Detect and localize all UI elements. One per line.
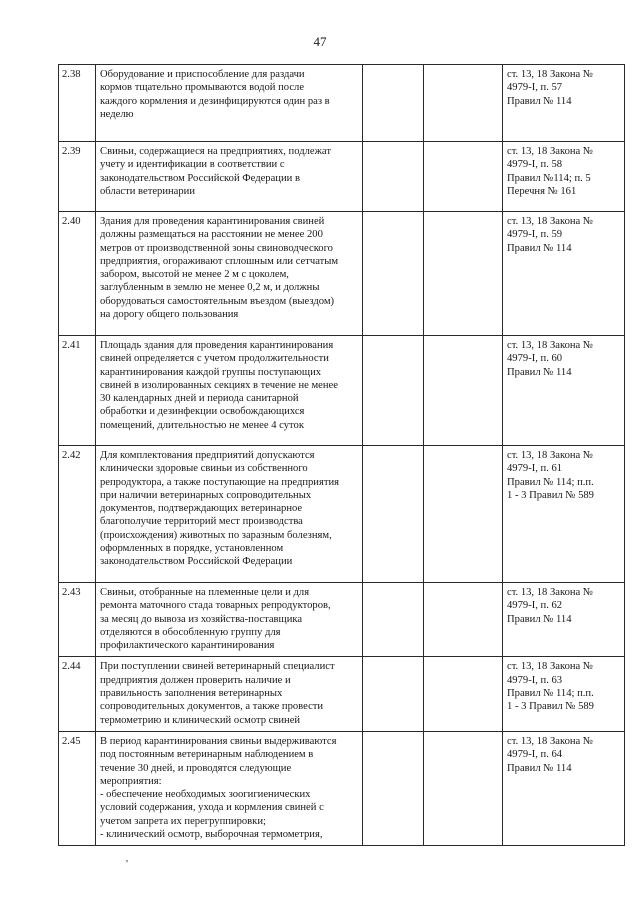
requirement-text-line: оборудоваться самостоятельным въездом (выездом)	[100, 295, 335, 307]
requirement-text-line: отделяются в обособленную группу для	[100, 626, 281, 638]
row-number: 2.41	[59, 336, 96, 446]
legal-reference-line: 1 - 3 Правил № 589	[507, 489, 594, 501]
requirement-text-line: кормов тщательно промываются водой после	[100, 82, 305, 94]
requirement-text-line: метров от производственной зоны свиноводческого	[100, 242, 333, 254]
requirement-text	[96, 657, 363, 731]
empty-cell	[424, 446, 503, 583]
requirement-text-line: профилактического карантинирования	[100, 640, 275, 652]
requirement-text-line: Свиньи, отобранные на племенные цели и для	[100, 587, 310, 598]
empty-cell	[363, 731, 424, 845]
legal-reference	[503, 583, 625, 657]
legal-reference-line: 4979-I, п. 57	[507, 82, 563, 94]
legal-reference	[503, 336, 625, 446]
requirement-text-line: обработки и дезинфекции освобождающихся	[100, 406, 305, 418]
row-number: 2.42	[59, 446, 96, 583]
empty-cell	[363, 142, 424, 212]
requirement-text-line: на дорогу общего пользования	[100, 309, 239, 321]
requirement-text-line: Площадь здания для проведения карантинирования	[100, 340, 334, 351]
requirement-text-line: Свиньи, содержащиеся на предприятиях, подлежат	[100, 146, 331, 157]
requirement-text-line: Оборудование и приспособление для раздачи	[100, 69, 305, 80]
empty-cell	[363, 336, 424, 446]
empty-cell	[424, 65, 503, 142]
requirement-text-line: документов, подтверждающих ветеринарное	[100, 503, 303, 515]
requirement-text-line: учетом запрета их перегруппировки;	[100, 815, 266, 827]
table-row	[59, 583, 625, 657]
legal-reference-line: ст. 13, 18 Закона №	[507, 340, 594, 351]
table-row	[59, 142, 625, 212]
legal-reference	[503, 731, 625, 845]
row-number: 2.39	[59, 142, 96, 212]
requirement-text-line: правильность заполнения ветеринарных	[100, 688, 283, 700]
legal-reference-line: Правил №114; п. 5	[507, 172, 591, 184]
requirement-text-line: заглубленным в землю не менее 0,2 м, и должны	[100, 282, 320, 294]
requirement-text-line: предприятия, огораживают сплошным или сетчатым	[100, 255, 339, 267]
requirements-table-body	[59, 65, 625, 846]
requirement-text-line: при наличии ветеринарных сопроводительных	[100, 489, 312, 501]
legal-reference	[503, 212, 625, 336]
table-row	[59, 336, 625, 446]
requirement-text-line: законодательством Российской Федерации	[100, 556, 293, 568]
legal-reference-line: Правил № 114	[507, 613, 572, 625]
legal-reference-line: ст. 13, 18 Закона №	[507, 69, 594, 80]
requirement-text-line: течение 30 дней, и проводятся следующие	[100, 762, 292, 774]
legal-reference	[503, 142, 625, 212]
legal-reference-line: 4979-I, п. 61	[507, 463, 563, 475]
empty-cell	[424, 731, 503, 845]
legal-reference-line: ст. 13, 18 Закона №	[507, 450, 594, 461]
row-number: 2.40	[59, 212, 96, 336]
requirement-text	[96, 336, 363, 446]
legal-reference-line: ст. 13, 18 Закона №	[507, 216, 594, 227]
requirement-text-line: свиней определяется с учетом продолжительности	[100, 353, 329, 365]
legal-reference-line: Правил № 114	[507, 95, 572, 107]
requirement-text-line: условий содержания, ухода и кормления свиней с	[100, 802, 324, 814]
requirement-text-line: термометрию и клинический осмотр свиней	[100, 714, 301, 726]
requirements-table	[58, 64, 625, 846]
requirement-text-line: области ветеринарии	[100, 185, 196, 197]
empty-cell	[363, 657, 424, 731]
requirement-text-line: - клинический осмотр, выборочная термометрия,	[100, 829, 323, 841]
legal-reference	[503, 65, 625, 142]
legal-reference-line: Перечня № 161	[507, 185, 577, 197]
requirement-text-line: При поступлении свиней ветеринарный специалист	[100, 661, 335, 673]
row-number: 2.38	[59, 65, 96, 142]
legal-reference-line: ст. 13, 18 Закона №	[507, 661, 594, 673]
requirement-text-line: репродуктора, а также поступающие на предприятия	[100, 476, 340, 488]
legal-reference	[503, 446, 625, 583]
table-row	[59, 446, 625, 583]
requirement-text-line: предприятия должен проверить наличие и	[100, 674, 291, 686]
legal-reference-line: ст. 13, 18 Закона №	[507, 587, 594, 598]
footer-mark: '	[126, 858, 128, 870]
legal-reference-line: 4979-I, п. 59	[507, 229, 563, 241]
legal-reference-line: 4979-I, п. 64	[507, 749, 563, 761]
requirement-text-line: - обеспечение необходимых зоогигиенических	[100, 789, 311, 801]
empty-cell	[424, 142, 503, 212]
requirement-text-line: Здания для проведения карантинирования свиней	[100, 216, 325, 227]
requirement-text	[96, 446, 363, 583]
row-number: 2.45	[59, 731, 96, 845]
table-row	[59, 731, 625, 845]
legal-reference-line: 4979-I, п. 60	[507, 353, 563, 365]
requirement-text-line: клинически здоровые свиньи из собственного	[100, 463, 308, 475]
legal-reference-line: Правил № 114	[507, 366, 572, 378]
requirement-text-line: свиней в изолированных секциях в течение не менее	[100, 379, 338, 391]
requirement-text	[96, 583, 363, 657]
legal-reference-line: ст. 13, 18 Закона №	[507, 735, 594, 747]
requirement-text-line: В период карантинирования свиньи выдерживаются	[100, 735, 337, 747]
requirement-text-line: мероприятия:	[100, 775, 162, 787]
requirement-text-line: ремонта маточного стада товарных репродукторов,	[100, 600, 331, 612]
requirement-text-line: под постоянным ветеринарным наблюдением в	[100, 749, 314, 761]
requirement-text	[96, 65, 363, 142]
requirement-text-line: 30 календарных дней и периода санитарной	[100, 393, 299, 405]
table-row	[59, 65, 625, 142]
legal-reference-line: 4979-I, п. 63	[507, 674, 563, 686]
empty-cell	[363, 65, 424, 142]
requirement-text-line: (происхождения) животных по заразным болезням,	[100, 529, 332, 541]
requirement-text	[96, 142, 363, 212]
table-row	[59, 657, 625, 731]
legal-reference-line: ст. 13, 18 Закона №	[507, 146, 594, 157]
legal-reference-line: Правил № 114	[507, 242, 572, 254]
requirement-text	[96, 212, 363, 336]
requirement-text-line: оформленных в порядке, установленном	[100, 543, 284, 555]
requirement-text-line: неделю	[100, 108, 134, 120]
requirement-text-line: Для комплектования предприятий допускаются	[100, 450, 315, 461]
empty-cell	[424, 212, 503, 336]
legal-reference-line: Правил № 114; п.п.	[507, 688, 594, 700]
requirement-text-line: должны размещаться на расстоянии не менее 200	[100, 229, 323, 241]
empty-cell	[424, 657, 503, 731]
empty-cell	[424, 583, 503, 657]
empty-cell	[424, 336, 503, 446]
requirement-text-line: забором, высотой не менее 2 м с цоколем,	[100, 269, 289, 281]
requirement-text	[96, 731, 363, 845]
table-row	[59, 212, 625, 336]
legal-reference-line: 1 - 3 Правил № 589	[507, 701, 594, 713]
requirement-text-line: законодательством Российской Федерации в	[100, 172, 300, 184]
legal-reference	[503, 657, 625, 731]
legal-reference-line: Правил № 114	[507, 762, 572, 774]
requirement-text-line: каждого кормления и дезинфицируются один раз в	[100, 95, 330, 107]
requirement-text-line: сопроводительных документов, а также провести	[100, 701, 324, 713]
requirement-text-line: благополучие территорий мест производства	[100, 516, 303, 528]
requirement-text-line: карантинирования каждой группы поступающих	[100, 366, 322, 378]
requirement-text-line: помещений, длительностью не менее 4 суток	[100, 419, 304, 431]
requirement-text-line: учету и идентификации в соответствии с	[100, 159, 285, 171]
legal-reference-line: 4979-I, п. 58	[507, 159, 563, 171]
row-number: 2.44	[59, 657, 96, 731]
row-number: 2.43	[59, 583, 96, 657]
empty-cell	[363, 583, 424, 657]
empty-cell	[363, 446, 424, 583]
empty-cell	[363, 212, 424, 336]
legal-reference-line: 4979-I, п. 62	[507, 600, 563, 612]
page-number: 47	[313, 34, 327, 49]
requirement-text-line: за месяц до вывоза из хозяйства-поставщика	[100, 613, 303, 625]
legal-reference-line: Правил № 114; п.п.	[507, 476, 594, 488]
